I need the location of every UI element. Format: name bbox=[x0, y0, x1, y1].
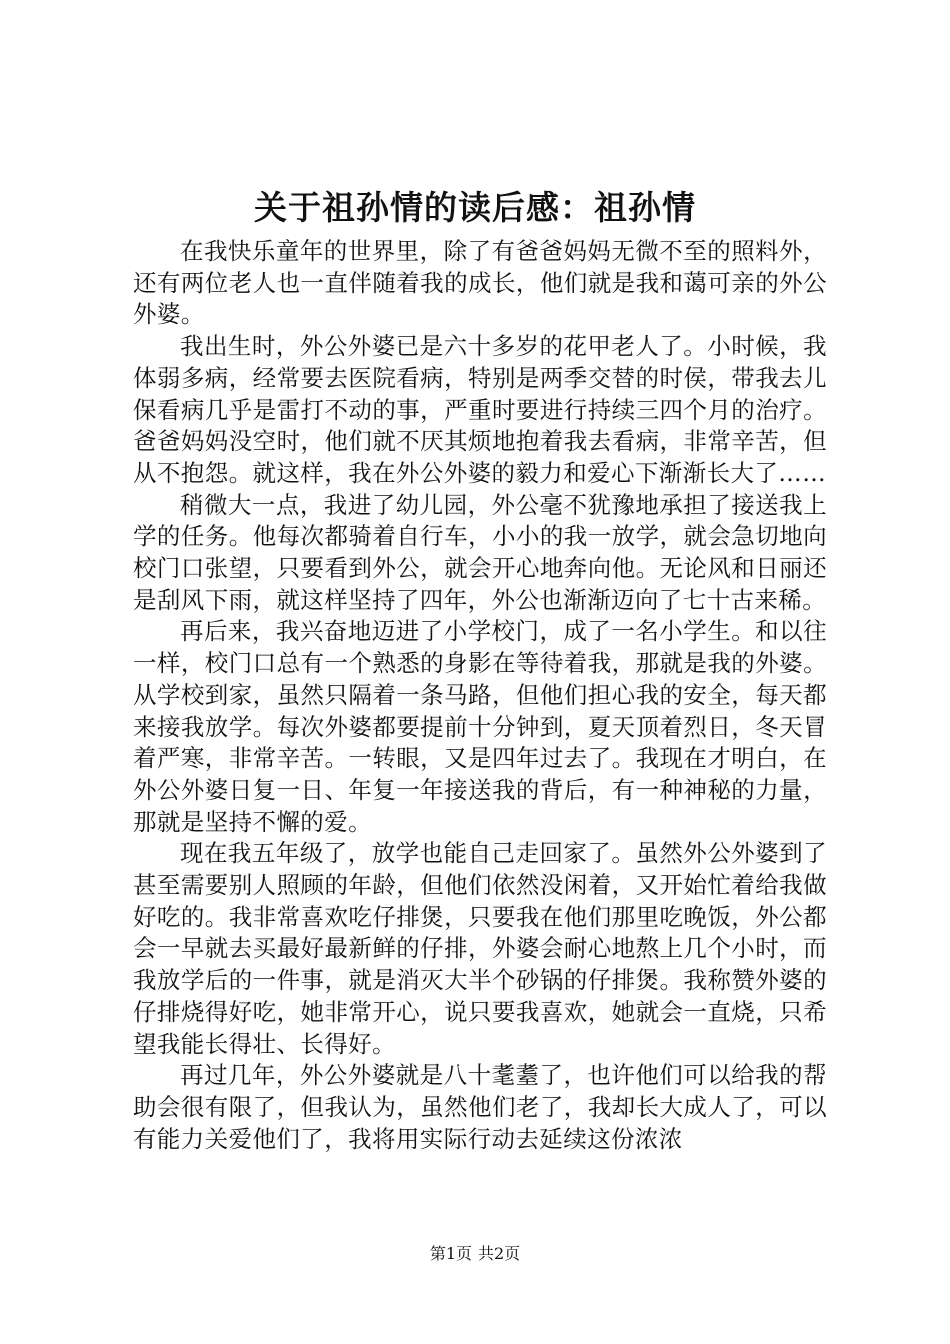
document-body bbox=[133, 236, 827, 1155]
paragraph: 再过几年，外公外婆就是八十耄耋了，也许他们可以给我的帮助会很有限了，但我认为，虽然他们老了，我却长大成人了，可以有能力关爱他们了，我将用实际行动去延续这份浓浓 bbox=[133, 1061, 827, 1153]
paragraph: 稍微大一点，我进了幼儿园，外公毫不犹豫地承担了接送我上学的任务。他每次都骑着自行车，小小的我一放学，就会急切地向校门口张望，只要看到外公，就会开心地奔向他。无论风和日丽还是刮风下雨，就这样坚持了四年，外公也渐渐迈向了七十古来稀。 bbox=[133, 490, 827, 614]
page-footer bbox=[0, 1243, 950, 1265]
page-total: 共2页 bbox=[478, 1244, 521, 1263]
document-title: 关于祖孙情的读后感：祖孙情 bbox=[254, 188, 696, 227]
paragraph: 现在我五年级了，放学也能自己走回家了。虽然外公外婆到了甚至需要别人照顾的年龄，但他们依然没闲着，又开始忙着给我做好吃的。我非常喜欢吃仔排煲，只要我在他们那里吃晚饭，外公都会一早就去买最好最新鲜的仔排，外婆会耐心地熬上几个小时，而我放学后的一件事，就是消灭大半个砂锅的仔排煲。我称赞外婆的仔排烧得好吃，她非常开心，说只要我喜欢，她就会一直烧，只希望我能长得壮、长得好。 bbox=[133, 839, 827, 1058]
page-number: 第1页 bbox=[429, 1244, 472, 1263]
paragraph: 再后来，我兴奋地迈进了小学校门，成了一名小学生。和以往一样，校门口总有一个熟悉的身影在等待着我，那就是我的外婆。从学校到家，虽然只隔着一条马路，但他们担心我的安全，每天都来接我放学。每次外婆都要提前十分钟到，夏天顶着烈日，冬天冒着严寒，非常辛苦。一转眼，又是四年过去了。我现在才明白，在外公外婆日复一日、年复一年接送我的背后，有一种神秘的力量，那就是坚持不懈的爱。 bbox=[133, 617, 827, 836]
paragraph: 在我快乐童年的世界里，除了有爸爸妈妈无微不至的照料外，还有两位老人也一直伴随着我的成长，他们就是我和蔼可亲的外公外婆。 bbox=[133, 237, 827, 329]
paragraph: 我出生时，外公外婆已是六十多岁的花甲老人了。小时候，我体弱多病，经常要去医院看病，特别是两季交替的时侯，带我去儿保看病几乎是雷打不动的事，严重时要进行持续三四个月的治疗。爸爸妈妈没空时，他们就不厌其烦地抱着我去看病，非常辛苦，但从不抱怨。就这样，我在外公外婆的毅力和爱心下渐渐长大了…… bbox=[133, 332, 827, 487]
